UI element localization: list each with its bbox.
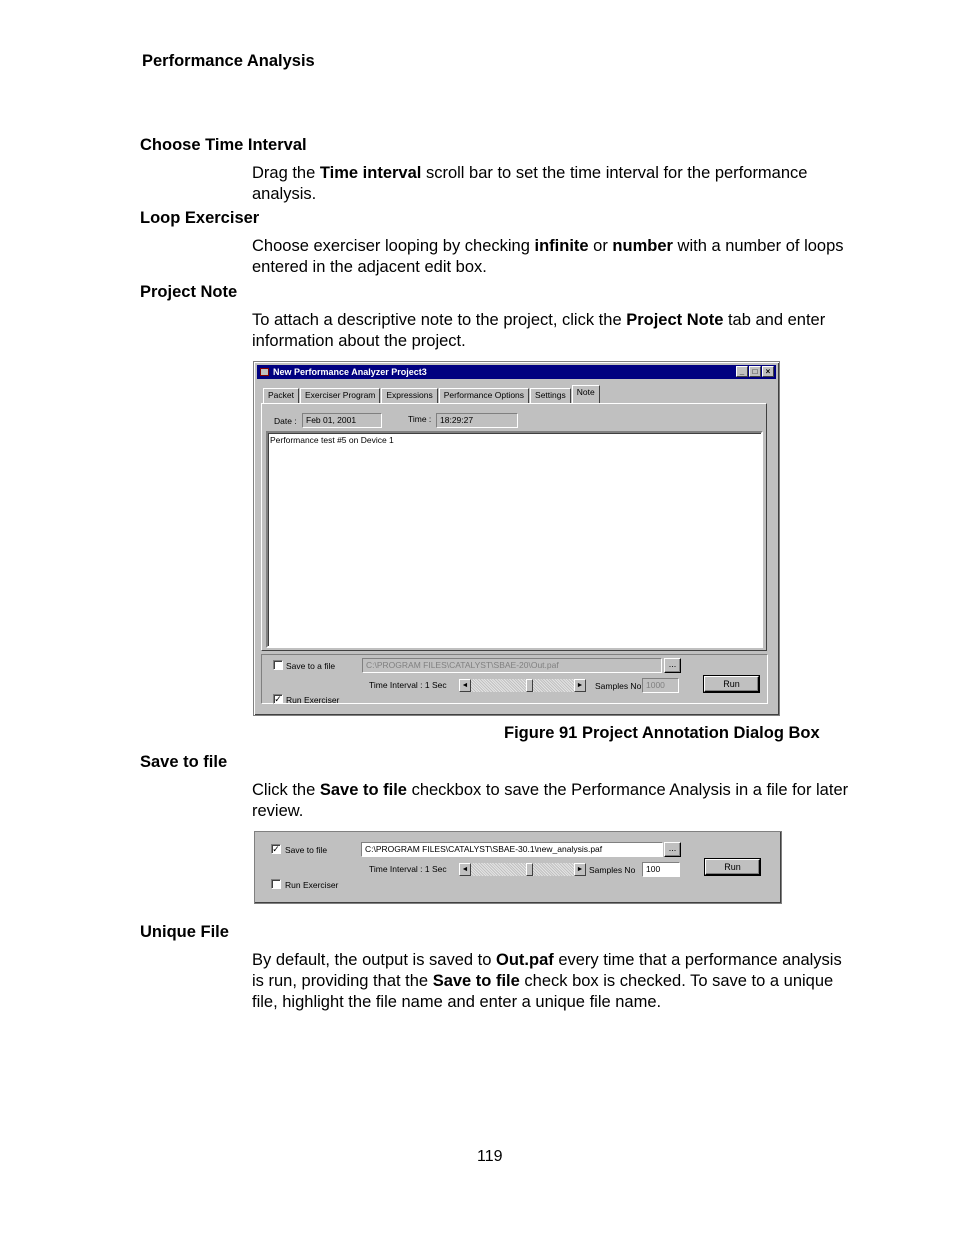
- para-loop-exerciser: Choose exerciser looping by checking infinite or number with a number of loops entered in the adjacent edit box.: [252, 237, 844, 276]
- minimize-button[interactable]: _: [736, 366, 748, 377]
- heading-unique-file: Unique File: [140, 923, 229, 941]
- run-button[interactable]: Run: [704, 676, 759, 692]
- file-path-field[interactable]: C:\PROGRAM FILES\CATALYST\SBAE-20\Out.paf: [362, 658, 662, 673]
- run-exerciser-checkbox[interactable]: [273, 694, 283, 704]
- tab-settings[interactable]: Settings: [530, 388, 571, 403]
- scroll-thumb[interactable]: [526, 679, 533, 692]
- samples-label-2: Samples No: [589, 865, 636, 875]
- scroll-left-arrow-icon[interactable]: ◄: [459, 679, 471, 692]
- tab-expressions[interactable]: Expressions: [381, 388, 437, 403]
- para-unique-file: By default, the output is saved to Out.paf every time that a performance analysis is run, providing that the Save to file check box is checked. To save to a unique file, highlight the file name and enter a unique file name.: [252, 951, 842, 1011]
- scroll-track[interactable]: [471, 679, 574, 692]
- scroll-right-arrow-icon-2[interactable]: ►: [574, 863, 586, 876]
- page-number: 119: [477, 1148, 503, 1165]
- scroll-track-2[interactable]: [471, 863, 574, 876]
- figure-caption: Figure 91 Project Annotation Dialog Box: [504, 724, 820, 742]
- scroll-left-arrow-icon-2[interactable]: ◄: [459, 863, 471, 876]
- tab-note[interactable]: Note: [572, 385, 600, 403]
- scroll-right-arrow-icon[interactable]: ►: [574, 679, 586, 692]
- samples-field-2[interactable]: 100: [642, 862, 680, 877]
- time-field[interactable]: 18:29:27: [436, 413, 518, 428]
- run-exerciser-label: Run Exerciser: [286, 695, 340, 705]
- date-label: Date :: [274, 416, 297, 426]
- file-path-field-2[interactable]: C:\PROGRAM FILES\CATALYST\SBAE-30.1\new_analysis.paf: [361, 842, 663, 857]
- run-options-group: [261, 654, 768, 704]
- samples-label: Samples No: [595, 681, 642, 691]
- para-save-to-file: Click the Save to file checkbox to save the Performance Analysis in a file for later review.: [252, 781, 849, 820]
- save-to-file-screenshot: [254, 831, 782, 904]
- samples-field[interactable]: 1000: [642, 678, 679, 693]
- run-exerciser-check-mark: ✓: [274, 694, 282, 704]
- note-tab-panel: [261, 403, 767, 651]
- dialog-title: New Performance Analyzer Project3: [273, 367, 427, 377]
- close-button[interactable]: ×: [762, 366, 774, 377]
- browse-button-2[interactable]: ...: [664, 842, 681, 857]
- time-label: Time :: [408, 414, 432, 424]
- date-field[interactable]: Feb 01, 2001: [302, 413, 382, 428]
- time-interval-label: Time Interval : 1 Sec: [369, 680, 447, 690]
- note-textarea[interactable]: Performance test #5 on Device 1: [266, 431, 763, 648]
- para-time-interval: Drag the Time interval scroll bar to set the time interval for the performance analysis.: [252, 164, 808, 203]
- tab-exerciser-program[interactable]: Exerciser Program: [300, 388, 380, 403]
- tab-packet[interactable]: Packet: [263, 388, 299, 403]
- run-exerciser-label-2: Run Exerciser: [285, 880, 339, 890]
- run-exerciser-checkbox-2[interactable]: [271, 879, 281, 889]
- tab-strip: [263, 388, 601, 403]
- run-button-2[interactable]: Run: [705, 859, 760, 875]
- heading-choose-time-interval: Choose Time Interval: [140, 136, 307, 154]
- save-to-file-checkbox[interactable]: [273, 660, 283, 670]
- browse-button[interactable]: ...: [664, 658, 681, 673]
- save-to-file-label-2: Save to file: [285, 845, 328, 855]
- heading-loop-exerciser: Loop Exerciser: [140, 209, 260, 227]
- maximize-button[interactable]: □: [749, 366, 761, 377]
- time-interval-label-2: Time Interval : 1 Sec: [369, 864, 447, 874]
- save-to-file-checkbox-2[interactable]: [271, 844, 281, 854]
- para-project-note: To attach a descriptive note to the project, click the Project Note tab and enter information about the project.: [252, 311, 826, 350]
- tab-performance-options[interactable]: Performance Options: [439, 388, 529, 403]
- dialog-titlebar: [257, 365, 776, 379]
- heading-save-to-file: Save to file: [140, 753, 228, 771]
- running-head: Performance Analysis: [142, 52, 315, 70]
- save-to-file-label: Save to a file: [286, 661, 336, 671]
- scroll-thumb-2[interactable]: [526, 863, 533, 876]
- heading-project-note: Project Note: [140, 283, 238, 301]
- time-interval-scrollbar-2[interactable]: [459, 863, 586, 876]
- app-icon: [260, 368, 269, 376]
- time-interval-scrollbar[interactable]: [459, 679, 586, 692]
- project-dialog-screenshot: [253, 361, 780, 716]
- save-to-file-check-mark-2: ✓: [272, 844, 280, 854]
